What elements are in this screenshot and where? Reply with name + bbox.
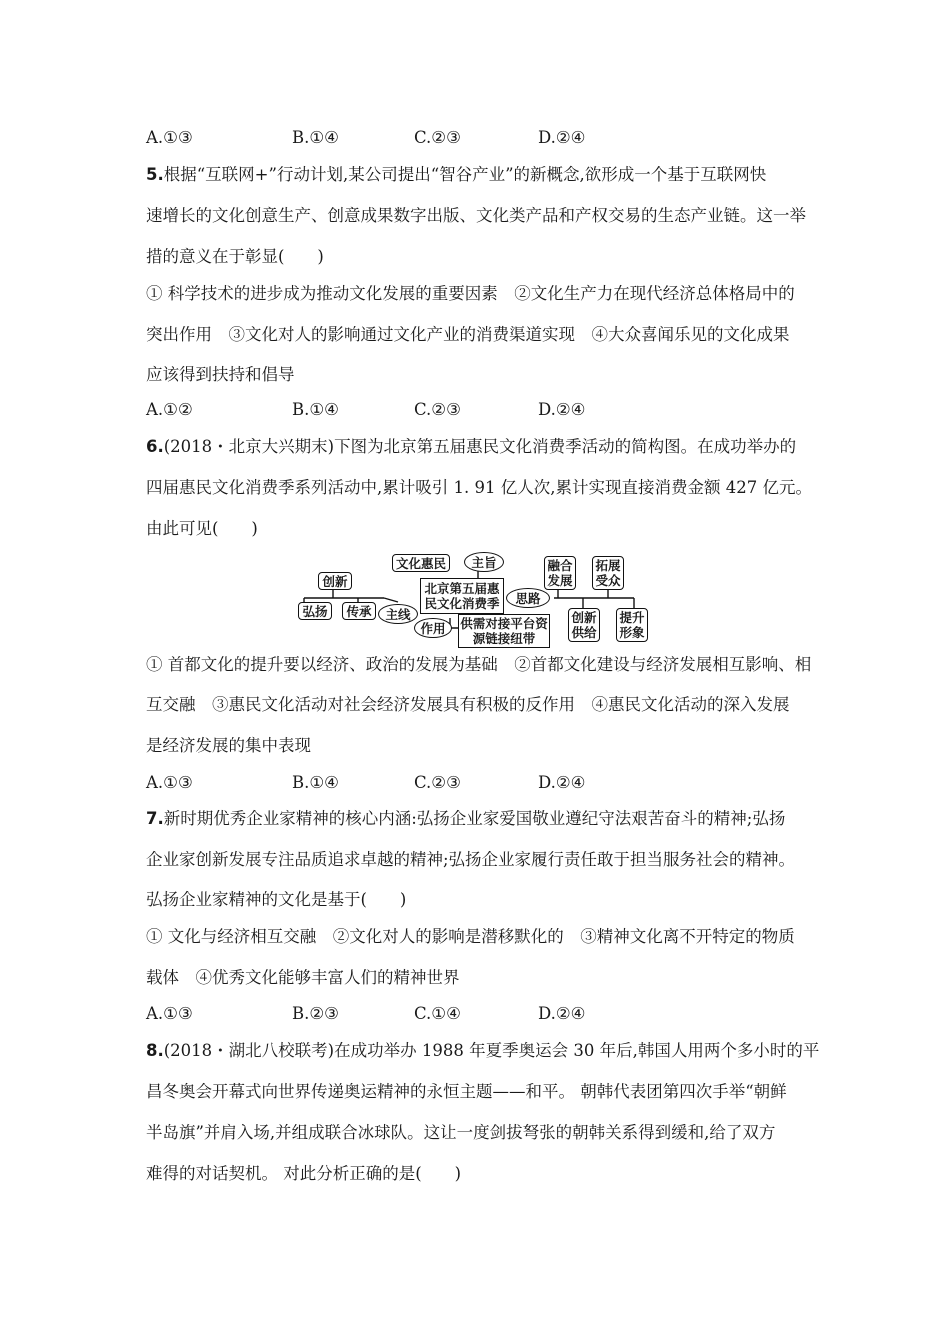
q7-options bbox=[146, 1003, 766, 1025]
option-c: C.②③ bbox=[414, 128, 461, 147]
node-mainline-label: 主线 bbox=[378, 604, 418, 624]
consumption-season-diagram bbox=[298, 552, 652, 648]
node-promote: 弘扬 bbox=[298, 602, 332, 620]
node-integrated-development: 融合发展 bbox=[544, 556, 576, 590]
q4-options bbox=[146, 127, 766, 149]
option-c: C.②③ bbox=[414, 773, 461, 792]
q7-stem-line-1: 7.新时期优秀企业家精神的核心内涵:弘扬企业家爱国敬业遵纪守法艰苦奋斗的精神;弘扬 bbox=[146, 809, 786, 828]
node-inherit: 传承 bbox=[342, 602, 376, 620]
q5-statement-line-2: 突出作用 ③文化对人的影响通过文化产业的消费渠道实现 ④大众喜闻乐见的文化成果 bbox=[146, 325, 790, 344]
question-number: 8. bbox=[146, 1041, 164, 1060]
option-a: A.①③ bbox=[146, 1004, 193, 1023]
q7-stem-line-3: 弘扬企业家精神的文化是基于( ) bbox=[146, 890, 407, 909]
option-c: C.②③ bbox=[414, 400, 461, 419]
option-b: B.①④ bbox=[292, 400, 339, 419]
node-approach-label: 思路 bbox=[506, 588, 550, 608]
option-a: A.①③ bbox=[146, 128, 193, 147]
node-role: 供需对接平台资源链接纽带 bbox=[458, 614, 550, 648]
q5-options bbox=[146, 399, 766, 421]
question-number: 6. bbox=[146, 437, 164, 456]
q6-stem-line-2: 四届惠民文化消费季系列活动中,累计吸引 1. 91 亿人次,累计实现直接消费金额 427 亿元。 bbox=[146, 478, 812, 497]
q6-options bbox=[146, 772, 766, 794]
node-innovate: 创新 bbox=[318, 572, 352, 590]
node-purpose: 文化惠民 bbox=[392, 554, 450, 572]
q8-stem-line-2: 昌冬奥会开幕式向世界传递奥运精神的永恒主题——和平。 朝韩代表团第四次手举“朝鲜 bbox=[146, 1082, 787, 1101]
q7-statement-line-1: ① 文化与经济相互交融 ②文化对人的影响是潜移默化的 ③精神文化离不开特定的物质 bbox=[146, 927, 795, 946]
q6-stem-line-3: 由此可见( ) bbox=[146, 519, 258, 538]
node-expand-audience: 拓展受众 bbox=[592, 556, 624, 590]
q5-stem-line-3: 措的意义在于彰显( ) bbox=[146, 247, 324, 266]
option-d: D.②④ bbox=[538, 128, 586, 147]
q8-stem-line-1: 8.(2018・湖北八校联考)在成功举办 1988 年夏季奥运会 30 年后,韩国人用两个多小时的平 bbox=[146, 1041, 820, 1060]
q8-stem-line-3: 半岛旗”并肩入场,并组成联合冰球队。这让一度剑拔弩张的朝韩关系得到缓和,给了双方 bbox=[146, 1123, 776, 1142]
option-a: A.①③ bbox=[146, 773, 193, 792]
q8-stem-line-4: 难得的对话契机。 对此分析正确的是( ) bbox=[146, 1164, 462, 1183]
option-a: A.①② bbox=[146, 400, 193, 419]
question-number: 5. bbox=[146, 165, 164, 184]
node-purpose-label: 主旨 bbox=[464, 552, 504, 572]
q5-statement-line-3: 应该得到扶持和倡导 bbox=[146, 365, 295, 384]
node-enhance-image: 提升形象 bbox=[616, 608, 648, 642]
node-center: 北京第五届惠民文化消费季 bbox=[420, 578, 504, 614]
node-role-label: 作用 bbox=[414, 618, 452, 638]
q7-stem-line-2: 企业家创新发展专注品质追求卓越的精神;弘扬企业家履行责任敢于担当服务社会的精神。 bbox=[146, 850, 796, 869]
option-d: D.②④ bbox=[538, 773, 586, 792]
q5-statement-line-1: ① 科学技术的进步成为推动文化发展的重要因素 ②文化生产力在现代经济总体格局中的 bbox=[146, 284, 795, 303]
question-number: 7. bbox=[146, 809, 164, 828]
q6-stem-line-1: 6.(2018・北京大兴期末)下图为北京第五届惠民文化消费季活动的简构图。在成功举办的 bbox=[146, 437, 797, 456]
node-innovative-supply: 创新供给 bbox=[568, 608, 600, 642]
option-b: B.①④ bbox=[292, 128, 339, 147]
q6-statement-line-1: ① 首都文化的提升要以经济、政治的发展为基础 ②首都文化建设与经济发展相互影响、相 bbox=[146, 655, 812, 674]
option-d: D.②④ bbox=[538, 1004, 586, 1023]
q7-statement-line-2: 载体 ④优秀文化能够丰富人们的精神世界 bbox=[146, 968, 460, 987]
q5-stem-line-2: 速增长的文化创意生产、创意成果数字出版、文化类产品和产权交易的生态产业链。这一举 bbox=[146, 206, 806, 225]
option-b: B.②③ bbox=[292, 1004, 339, 1023]
q5-stem-line-1: 5.根据“互联网+”行动计划,某公司提出“智谷产业”的新概念,欲形成一个基于互联网快 bbox=[146, 165, 767, 184]
q6-statement-line-2: 互交融 ③惠民文化活动对社会经济发展具有积极的反作用 ④惠民文化活动的深入发展 bbox=[146, 695, 790, 714]
q6-statement-line-3: 是经济发展的集中表现 bbox=[146, 736, 311, 755]
option-c: C.①④ bbox=[414, 1004, 461, 1023]
option-d: D.②④ bbox=[538, 400, 586, 419]
option-b: B.①④ bbox=[292, 773, 339, 792]
